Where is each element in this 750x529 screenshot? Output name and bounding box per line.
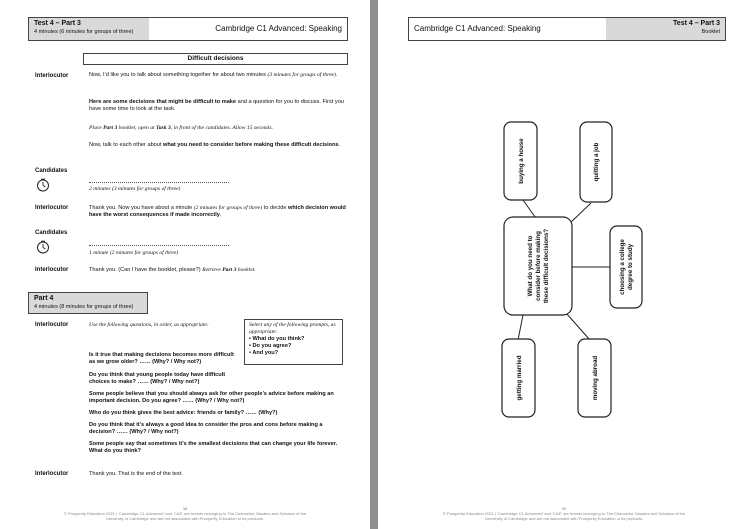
node-getting-married [502,339,535,417]
center-line-2: consider before making [535,231,542,301]
instruction-5-d: which decision would have the worst consequences if made incorrectly [89,205,346,219]
prompts-box [244,319,343,365]
booklet-label: Booklet [701,29,720,35]
candidates-label-2: Candidates [35,230,68,236]
instruction-2-text: and a question for you to discuss. First you have some time to look at the task. [89,99,344,113]
interlocutor-label-3: Interlocutor [35,267,69,273]
page-number-right: 39 [561,506,567,511]
connector-line [518,315,523,340]
node-college-line-1: choosing a college [619,239,626,295]
exam-title: Cambridge C1 Advanced: Speaking [215,24,342,33]
part4-duration: 4 minutes (8 minutes for groups of three) [34,304,134,310]
section-title: Difficult decisions [83,53,348,65]
node-moving-abroad [578,339,611,417]
instruction-2-bold: Here are some decisions that might be difficult to make [89,99,237,105]
timing-line-1 [89,182,229,183]
left-page [0,0,370,529]
left-footer [0,506,370,521]
interlocutor-label-5: Interlocutor [35,471,69,477]
mind-map-diagram [378,0,750,529]
instruction-1-note: (3 minutes for groups of three). [267,72,338,78]
candidates-time-2: 1 minute (2 minutes for groups of three) [89,250,179,256]
center-question-node [504,217,572,315]
question-2: Do you think that young people today have difficult choices to make? …… (Why? / Why not?) [89,372,226,386]
prompt-item: • Do you agree? [249,343,338,350]
instruction-3-d: Task 3 [155,125,171,131]
instruction-1 [89,72,347,79]
center-line-3: these difficult decisions? [543,228,550,304]
page-number-left: 38 [182,506,188,511]
node-college-line-2: degree to study [627,243,634,291]
instruction-3-c: booklet, open at [117,125,156,131]
prompt-item: • What do you think? [249,336,338,343]
part4-intro: Use the following questions, in order, as appropriate: [89,322,209,328]
connector-line [570,210,618,226]
question-5: Do you think that it’s always a good idea to consider the pros and cons before making a decision? …… (Why? / Why not?) [89,422,323,436]
end-text: Thank you. That is the end of the test. [89,471,183,477]
instruction-3-a: Place [89,125,104,131]
instruction-6-c: Part 3 [222,267,237,273]
prompts-list [249,336,338,357]
interlocutor-label-4: Interlocutor [35,322,69,328]
left-header [28,17,348,41]
instruction-1-text: Now, I’d like you to talk about something together for about two minutes [89,72,268,78]
candidates-label-1: Candidates [35,168,68,174]
instruction-5-b: (2 minutes for groups of three) [193,205,263,211]
prompt-item: • And you? [249,350,338,357]
instruction-3 [89,125,347,132]
copyright-left: © Prosperity Education 2021 | ‘Cambridge C1 Advanced’ and ‘CAE’ are brands belonging to The Chancellor, Masters and Scholars of the University of Cambridge and are not associated with Prosperity Education or its products. [63,511,307,521]
right-footer [378,506,750,521]
right-page [378,0,750,529]
exam-title-right: Cambridge C1 Advanced: Speaking [414,24,541,33]
part4-box [28,292,148,314]
instruction-4-c: . [338,142,341,148]
test-part-duration: 4 minutes (6 minutes for groups of three) [34,29,134,35]
question-6: Some people say that sometimes it’s the smallest decisions that can change your life forever. What do you think? [89,441,338,455]
copyright-right: © Prosperity Education 2021 | ‘Cambridge C1 Advanced’ and ‘CAE’ are brands belonging to The Chancellor, Masters and Scholars of the University of Cambridge and are not associated with Prosperity Education or its products. [442,511,686,521]
node-quitting-job-label: quitting a job [593,142,600,182]
node-box [610,226,642,308]
instruction-2 [89,99,347,113]
instruction-6-d: booklet. [236,267,256,273]
test-part-label: Test 4 – Part 3 [34,20,81,27]
prompts-heading: Select any of the following prompts, as appropriate: [249,322,336,335]
question-4: Who do you think gives the best advice: friends or family? …… (Why?) [89,410,278,416]
connector-line [566,313,590,340]
node-choosing-college [610,226,642,308]
instruction-5 [89,205,347,219]
question-3: Some people believe that you should always ask for other people’s advice before making an important decision. Do you agree? …… (Why? / Why not?) [89,391,334,405]
timing-line-2 [89,245,229,246]
instruction-5-c: to decide [262,205,289,211]
clock-icon [36,178,50,192]
instruction-6-b: Retrieve [202,267,223,273]
center-line-1: What do you need to [527,235,534,297]
interlocutor-label: Interlocutor [35,73,69,79]
node-quitting-job [580,122,612,202]
instruction-5-e: . [219,212,222,219]
instruction-4 [89,142,347,149]
instruction-4-a: Now, talk to each other about [89,142,164,148]
instruction-3-b: Part 3 [103,125,118,131]
part4-title: Part 4 [34,295,54,302]
question-1: Is it true that making decisions becomes more difficult as we grow older? …… (Why? / Why not?) [89,352,234,366]
test-part-box [29,18,149,40]
instruction-3-e: , in front of the candidates. Allow 15 seconds. [170,125,273,131]
node-buying-house-label: buying a house [518,138,525,184]
instruction-5-a: Thank you. Now you have about a minute [89,205,194,211]
node-buying-house [504,122,537,200]
instruction-6 [89,267,347,274]
instruction-4-b: what you need to consider before making these difficult decisions [163,142,339,148]
node-moving-abroad-label: moving abroad [592,355,599,401]
node-getting-married-label: getting married [516,355,523,401]
test-part-label-right: Test 4 – Part 3 [673,20,720,27]
interlocutor-label-2: Interlocutor [35,205,69,211]
clock-icon-2 [36,240,50,254]
candidates-time-1: 2 minutes (3 minutes for groups of three) [89,186,181,192]
instruction-6-a: Thank you. (Can I have the booklet, please?) [89,267,203,273]
